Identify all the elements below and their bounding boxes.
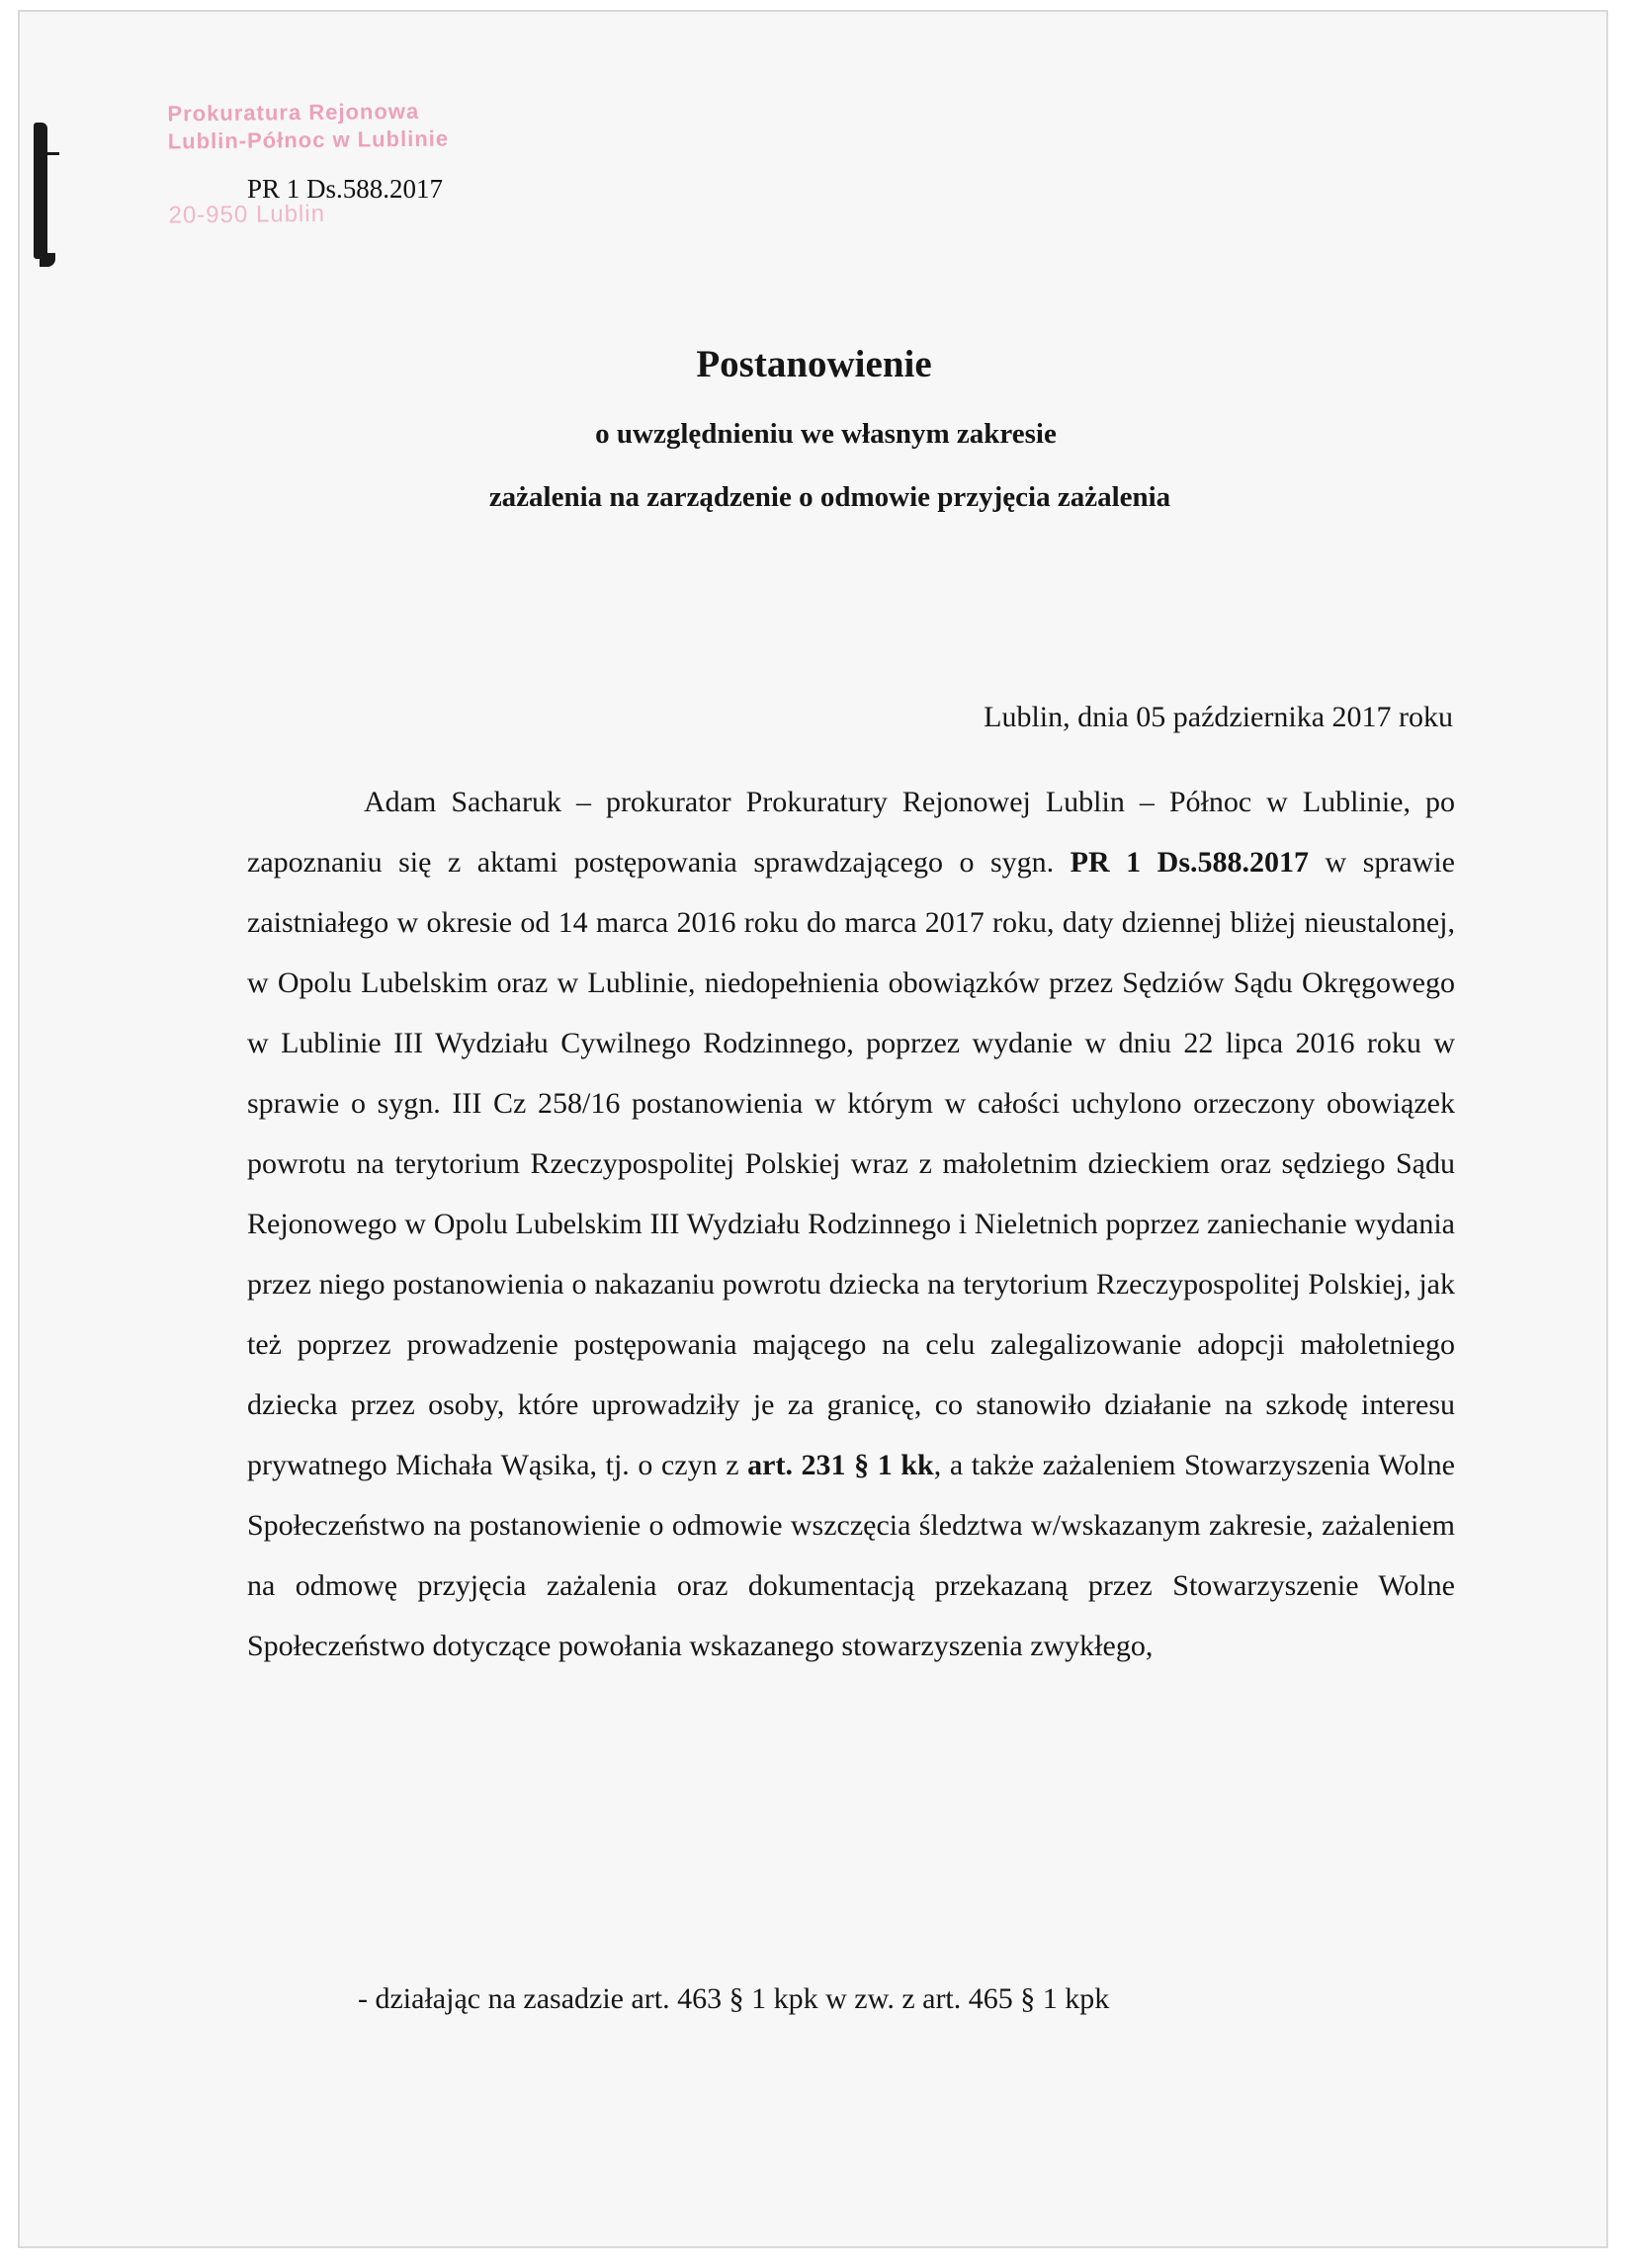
- case-number-bold: PR 1 Ds.588.2017: [1070, 846, 1310, 879]
- document-subtitle-line1: o uwzględnieniu we własnym zakresie: [595, 418, 1057, 450]
- legal-basis-line: - działając na zasadzie art. 463 § 1 kpk w zw. z art. 465 § 1 kpk: [358, 1982, 1110, 2015]
- body-text-part1: Adam Sacharuk – prokurator Prokuratury Rejonowej Lublin – Północ w Lublinie, po zapoznaniu się z aktami postępowania sprawdzającego o sygn.: [247, 786, 1455, 879]
- document-title: Postanowienie: [696, 343, 932, 385]
- stamp-postal-address: 20-950 Lublin: [168, 201, 326, 229]
- body-text-part3: , a także zażaleniem Stowarzyszenia Wolne Społeczeństwo na postanowienie o odmowie wszczęcia śledztwa w/wskazanym zakresie, zażaleniem na odmowę przyjęcia zażalenia oraz dokumentacją przekazaną przez Stowarzyszenie Wolne Społeczeństwo dotyczące powołania wskazanego stowarzyszenia zwykłego,: [247, 1449, 1455, 1662]
- document-subtitle-line2: zażalenia na zarządzenie o odmowie przyjęcia zażalenia: [488, 481, 1171, 513]
- stamp-office-location: Lublin-Północ w Lublinie: [167, 126, 450, 154]
- document-date: Lublin, dnia 05 października 2017 roku: [984, 701, 1453, 733]
- body-paragraph: [247, 772, 1455, 1676]
- article-bold: art. 231 § 1 kk: [747, 1449, 934, 1481]
- body-text-part2: w sprawie zaistniałego w okresie od 14 marca 2016 roku do marca 2017 roku, daty dziennej bliżej nieustalonej, w Opolu Lubelskim oraz w Lublinie, niedopełnienia obowiązków przez Sędziów Sądu Okręgowego w Lublinie III Wydziału Cywilnego Rodzinnego, poprzez wydanie w dniu 22 lipca 2016 roku w sprawie o sygn. III Cz 258/16 postanowienia w którym w całości uchylono orzeczony obowiązek powrotu na terytorium Rzeczypospolitej Polskiej wraz z małoletnim dzieckiem oraz sędziego Sądu Rejonowego w Opolu Lubelskim III Wydziału Rodzinnego i Nieletnich poprzez zaniechanie wydania przez niego postanowienia o nakazaniu powrotu dziecka na terytorium Rzeczypospolitej Polskiej, jak też poprzez prowadzenie postępowania mającego na celu zalegalizowanie adopcji małoletniego dziecka przez osoby, które uprowadziły je za granicę, co stanowiło działanie na szkodę interesu prywatnego Michała Wąsika, tj. o czyn z: [247, 846, 1455, 1481]
- office-stamp: [167, 98, 450, 232]
- binder-clip-mark: [34, 123, 47, 259]
- case-reference: PR 1 Ds.588.2017: [247, 174, 444, 204]
- stamp-office-name: Prokuratura Rejonowa: [167, 98, 420, 126]
